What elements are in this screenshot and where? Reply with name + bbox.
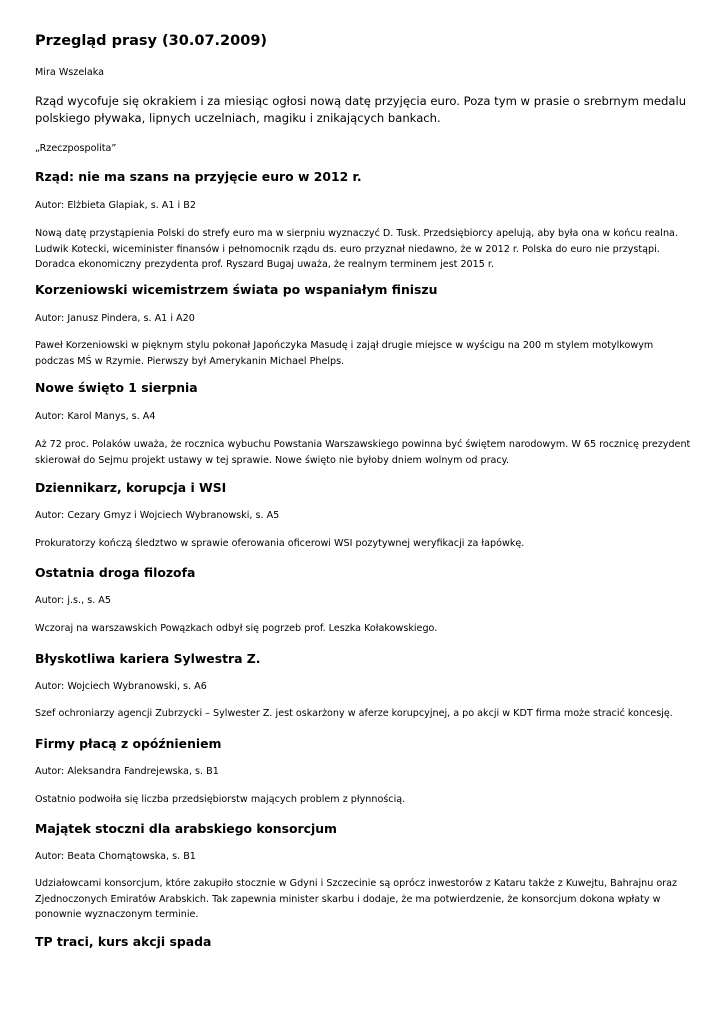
article-byline: Autor: j.s., s. A5 [35, 595, 111, 606]
source-label: „Rzeczpospolita” [35, 143, 117, 154]
page-title: Przegląd prasy (30.07.2009) [35, 33, 268, 49]
article-headline: Korzeniowski wicemistrzem świata po wspaniałym finiszu [35, 282, 438, 297]
article-headline: TP traci, kurs akcji spada [35, 934, 212, 949]
lead-paragraph: Rząd wycofuje się okrakiem i za miesiąc ogłosi nową datę przyjęcia euro. Poza tym w prasie o srebrnym medalu polskiego pływaka, lipnych uczelniach, magiku i znikających bankach. [35, 94, 687, 125]
article-byline: Autor: Wojciech Wybranowski, s. A6 [35, 681, 207, 692]
article-byline: Autor: Cezary Gmyz i Wojciech Wybranowski, s. A5 [35, 510, 280, 521]
article-byline: Autor: Karol Manys, s. A4 [35, 411, 156, 422]
article-headline: Rząd: nie ma szans na przyjęcie euro w 2012 r. [35, 169, 362, 184]
article-body: Udziałowcami konsorcjum, które zakupiło stocznie w Gdyni i Szczecinie są oprócz inwestorów z Kataru także z Kuwejtu, Bahrajnu oraz Zjednoczonych Emiratów Arabskich. Tak zapewnia minister skarbu i dodaje, że ma potwierdzenie, że konsorcjum dokona wpłaty w ponownie wyznaczonym terminie. [35, 878, 678, 920]
article-headline: Firmy płacą z opóźnieniem [35, 736, 222, 751]
article-headline: Błyskotliwa kariera Sylwestra Z. [35, 651, 261, 666]
article-headline: Dziennikarz, korupcja i WSI [35, 480, 227, 495]
article-byline: Autor: Elżbieta Glapiak, s. A1 i B2 [35, 200, 196, 211]
article-headline: Nowe święto 1 sierpnia [35, 380, 198, 395]
article-body: Paweł Korzeniowski w pięknym stylu pokonał Japończyka Masudę i zajął drugie miejsce w wyścigu na 200 m stylem motylkowym podczas MŚ w Rzymie. Pierwszy był Amerykanin Michael Phelps. [35, 340, 654, 367]
article-body: Szef ochroniarzy agencji Zubrzycki – Sylwester Z. jest oskarżony w aferze korupcyjnej, a po akcji w KDT firma może stracić koncesję. [35, 708, 673, 719]
article-byline: Autor: Beata Chomątowska, s. B1 [35, 851, 196, 862]
article-body: Ostatnio podwoiła się liczba przedsiębiorstw mających problem z płynnością. [35, 794, 406, 805]
article-body: Nową datę przystąpienia Polski do strefy euro ma w sierpniu wyznaczyć D. Tusk. Przedsiębiorcy apelują, aby była ona w końcu realna. Ludwik Kotecki, wiceminister finansów i pełnomocnik rządu ds. euro przyznał niedawno, że w 2012 r. Polska do euro nie przystąpi. Doradca ekonomiczny prezydenta prof. Ryszard Bugaj uważa, że realnym terminem jest 2015 r. [35, 228, 678, 270]
article-headline: Ostatnia droga filozofa [35, 565, 196, 580]
author-name: Mira Wszelaka [35, 67, 105, 78]
article-byline: Autor: Aleksandra Fandrejewska, s. B1 [35, 766, 219, 777]
article-headline: Majątek stoczni dla arabskiego konsorcjum [35, 821, 337, 836]
article-byline: Autor: Janusz Pindera, s. A1 i A20 [35, 313, 195, 324]
article-body: Wczoraj na warszawskich Powązkach odbył się pogrzeb prof. Leszka Kołakowskiego. [35, 623, 438, 634]
article-body: Prokuratorzy kończą śledztwo w sprawie oferowania oficerowi WSI pozytywnej weryfikacji za łapówkę. [35, 538, 525, 549]
article-body: Aż 72 proc. Polaków uważa, że rocznica wybuchu Powstania Warszawskiego powinna być świętem narodowym. W 65 rocznicę prezydent skierował do Sejmu projekt ustawy w tej sprawie. Nowe święto nie byłoby dniem wolnym od pracy. [35, 439, 691, 466]
